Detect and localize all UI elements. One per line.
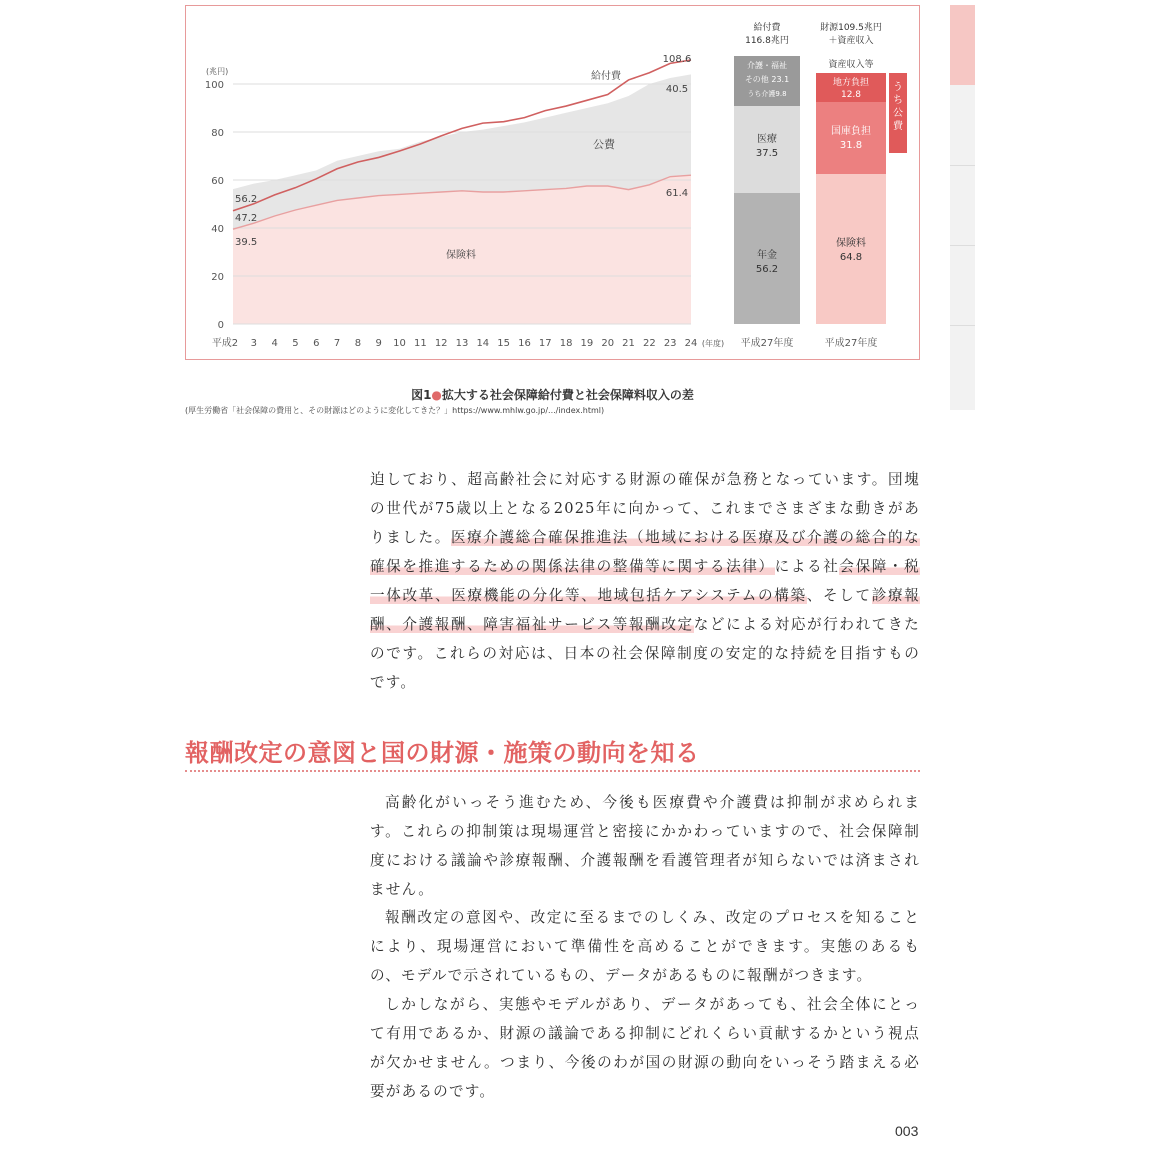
x-tick-label: 21 xyxy=(622,338,635,349)
public-funding-side-char: 公 xyxy=(893,108,903,119)
national-segment-label: 国庫負担 xyxy=(831,126,871,137)
x-tick-label: 19 xyxy=(580,338,594,349)
premium-segment-label: 保険料 xyxy=(836,238,866,249)
public-series-label: 公費 xyxy=(593,138,615,151)
x-tick-label: 18 xyxy=(559,338,573,349)
y-tick-label: 20 xyxy=(211,272,224,283)
x-tick-label: 13 xyxy=(455,338,469,349)
end-premium-value: 61.4 xyxy=(665,188,689,199)
x-tick-label: 23 xyxy=(663,338,677,349)
x-tick-label: 11 xyxy=(413,338,427,349)
local-segment-value: 12.8 xyxy=(840,90,862,100)
page-number: 003 xyxy=(895,1123,919,1139)
p1-text-b: による社 xyxy=(774,558,840,575)
body-paragraph-4: しかしながら、実態やモデルがあり、データがあっても、社会全体にとって有用であるか、財源の議論である抑制にどれくらい貢献するかという視点が欠かせません。つまり、今後のわが国の財源の動向をいっそう踏まえる必要があるのです。 xyxy=(370,996,920,1100)
p1-highlight-reform: 会保障・税一体改革、医療機能の分化等、地域包括ケアシステムの構築 xyxy=(370,558,920,604)
caption-title: 拡大する社会保障給付費と社会保障料収入の差 xyxy=(441,388,694,402)
y-tick-label: 40 xyxy=(211,224,224,235)
y-tick-label: 80 xyxy=(211,128,224,139)
start-premium-value: 39.5 xyxy=(235,237,258,248)
p1-text-d: などによる対応が行われてきたのです。これらの対応は、日本の社会保障制度の安定的な持続を目指すものです。 xyxy=(370,616,920,691)
body-paragraph-2: 高齢化がいっそう進むため、今後も医療費や介護費は抑制が求められます。これらの抑制策は現場運営と密接にかかわっていますので、社会保障制度における議論や診療報酬、介護報酬を看護管理者が知らないでは済まされません。 xyxy=(370,794,920,898)
caption-mark: ● xyxy=(431,388,442,402)
x-tick-label: 20 xyxy=(601,338,615,349)
figure-chart-panel xyxy=(185,5,920,360)
public-funding-side-char: 費 xyxy=(893,121,903,132)
premium-series-label: 保険料 xyxy=(446,250,476,261)
local-segment-label: 地方負担 xyxy=(832,78,870,88)
figure-caption xyxy=(185,386,920,403)
p1-highlight-law: 医療介護総合確保推進法（地域における医療及び介護の総合的な確保を推進するための関係法律の整備等に関する法律） xyxy=(370,529,920,575)
premium-bar-segment xyxy=(816,174,886,324)
x-tick-label: 15 xyxy=(497,338,511,349)
x-tick-label: 14 xyxy=(476,338,490,349)
start-total-value: 56.2 xyxy=(235,194,258,205)
benefit-vs-revenue-chart xyxy=(186,6,921,361)
p1-text-a: 迫しており、超高齢社会に対応する財源の確保が急務となっています。団塊の世代が75歳以上となる2025年に向かって、これまでさまざまな動きがありました。 xyxy=(370,471,920,546)
side-tab-divider xyxy=(950,165,975,166)
x-tick-label: 24 xyxy=(684,338,698,349)
y-tick-label: 100 xyxy=(204,80,224,91)
x-tick-label: 7 xyxy=(333,338,341,349)
national-bar-segment xyxy=(816,102,886,174)
x-tick-label: 16 xyxy=(518,338,531,349)
medical-segment-value: 37.5 xyxy=(755,148,779,159)
x-tick-label: 9 xyxy=(375,338,382,349)
care-welfare-label: 介護・福祉 xyxy=(747,61,787,70)
end-benefit-value: 108.6 xyxy=(662,54,692,65)
x-tick-label: 5 xyxy=(292,338,299,349)
medical-segment-label: 医療 xyxy=(757,134,777,145)
x-axis-unit: (年度) xyxy=(701,339,725,348)
bar1-x-label: 平成27年度 xyxy=(740,338,794,349)
body-paragraph-1 xyxy=(370,465,920,697)
public-funding-side-char: ち xyxy=(893,95,903,106)
y-tick-label: 0 xyxy=(217,320,224,331)
bar2-x-label: 平成27年度 xyxy=(824,338,878,349)
x-tick-label: 6 xyxy=(313,338,320,349)
y-tick-label: 60 xyxy=(211,176,224,187)
x-tick-label: 17 xyxy=(538,338,552,349)
caption-number: 図1 xyxy=(411,388,432,402)
x-tick-label: 10 xyxy=(393,338,406,349)
start-benefit-value: 47.2 xyxy=(235,213,258,224)
heading-dotted-rule xyxy=(185,770,920,772)
section-heading: 報酬改定の意図と国の財源・施策の動向を知る xyxy=(185,739,700,767)
pension-segment-value: 56.2 xyxy=(755,264,779,275)
side-tab-divider xyxy=(950,245,975,246)
y-axis-unit: (兆円) xyxy=(206,67,229,76)
side-index-tabs[interactable] xyxy=(950,5,975,410)
p1-text-c: 、そして xyxy=(806,587,872,604)
public-funding-side-char: う xyxy=(893,82,903,93)
side-tab-active[interactable] xyxy=(950,5,975,85)
bar2-header: 財源109.5兆円 xyxy=(820,23,882,33)
x-tick-label: 22 xyxy=(642,338,656,349)
bar2-header-sub: ＋資産収入 xyxy=(828,36,874,46)
asset-income-label: 資産収入等 xyxy=(828,60,874,70)
body-paragraph-3: 報酬改定の意図や、改定に至るまでのしくみ、改定のプロセスを知ることにより、現場運営において準備性を高めることができます。実態のあるもの、モデルで示されているもの、データがあるものに報酬がつきます。 xyxy=(370,909,920,984)
national-segment-value: 31.8 xyxy=(839,140,863,151)
premium-segment-value: 64.8 xyxy=(839,252,863,263)
end-public-value: 40.5 xyxy=(665,84,689,95)
x-tick-label: 3 xyxy=(250,338,258,349)
figure-source: (厚生労働省「社会保障の費用と、その財源はどのように変化してきた？」https://www.mhlw.go.jp/.../index.html) xyxy=(185,406,605,415)
p1-highlight-fee-revision: 診療報酬、介護報酬、障害福祉サービス等報酬改定 xyxy=(370,587,920,633)
care-subtotal-label: うち介護9.8 xyxy=(747,90,787,98)
x-tick-label: 4 xyxy=(271,338,278,349)
pension-segment-label: 年金 xyxy=(757,250,777,261)
benefit-series-label: 給付費 xyxy=(591,71,621,82)
side-tab-divider xyxy=(950,325,975,326)
bar1-header-total: 116.8兆円 xyxy=(745,36,789,46)
x-tick-label: 12 xyxy=(434,338,448,349)
bar1-header: 給付費 xyxy=(753,23,781,33)
other-segment-label: その他 23.1 xyxy=(744,75,790,84)
x-tick-label: 8 xyxy=(354,338,362,349)
x-tick-label: 平成2 xyxy=(211,338,239,349)
